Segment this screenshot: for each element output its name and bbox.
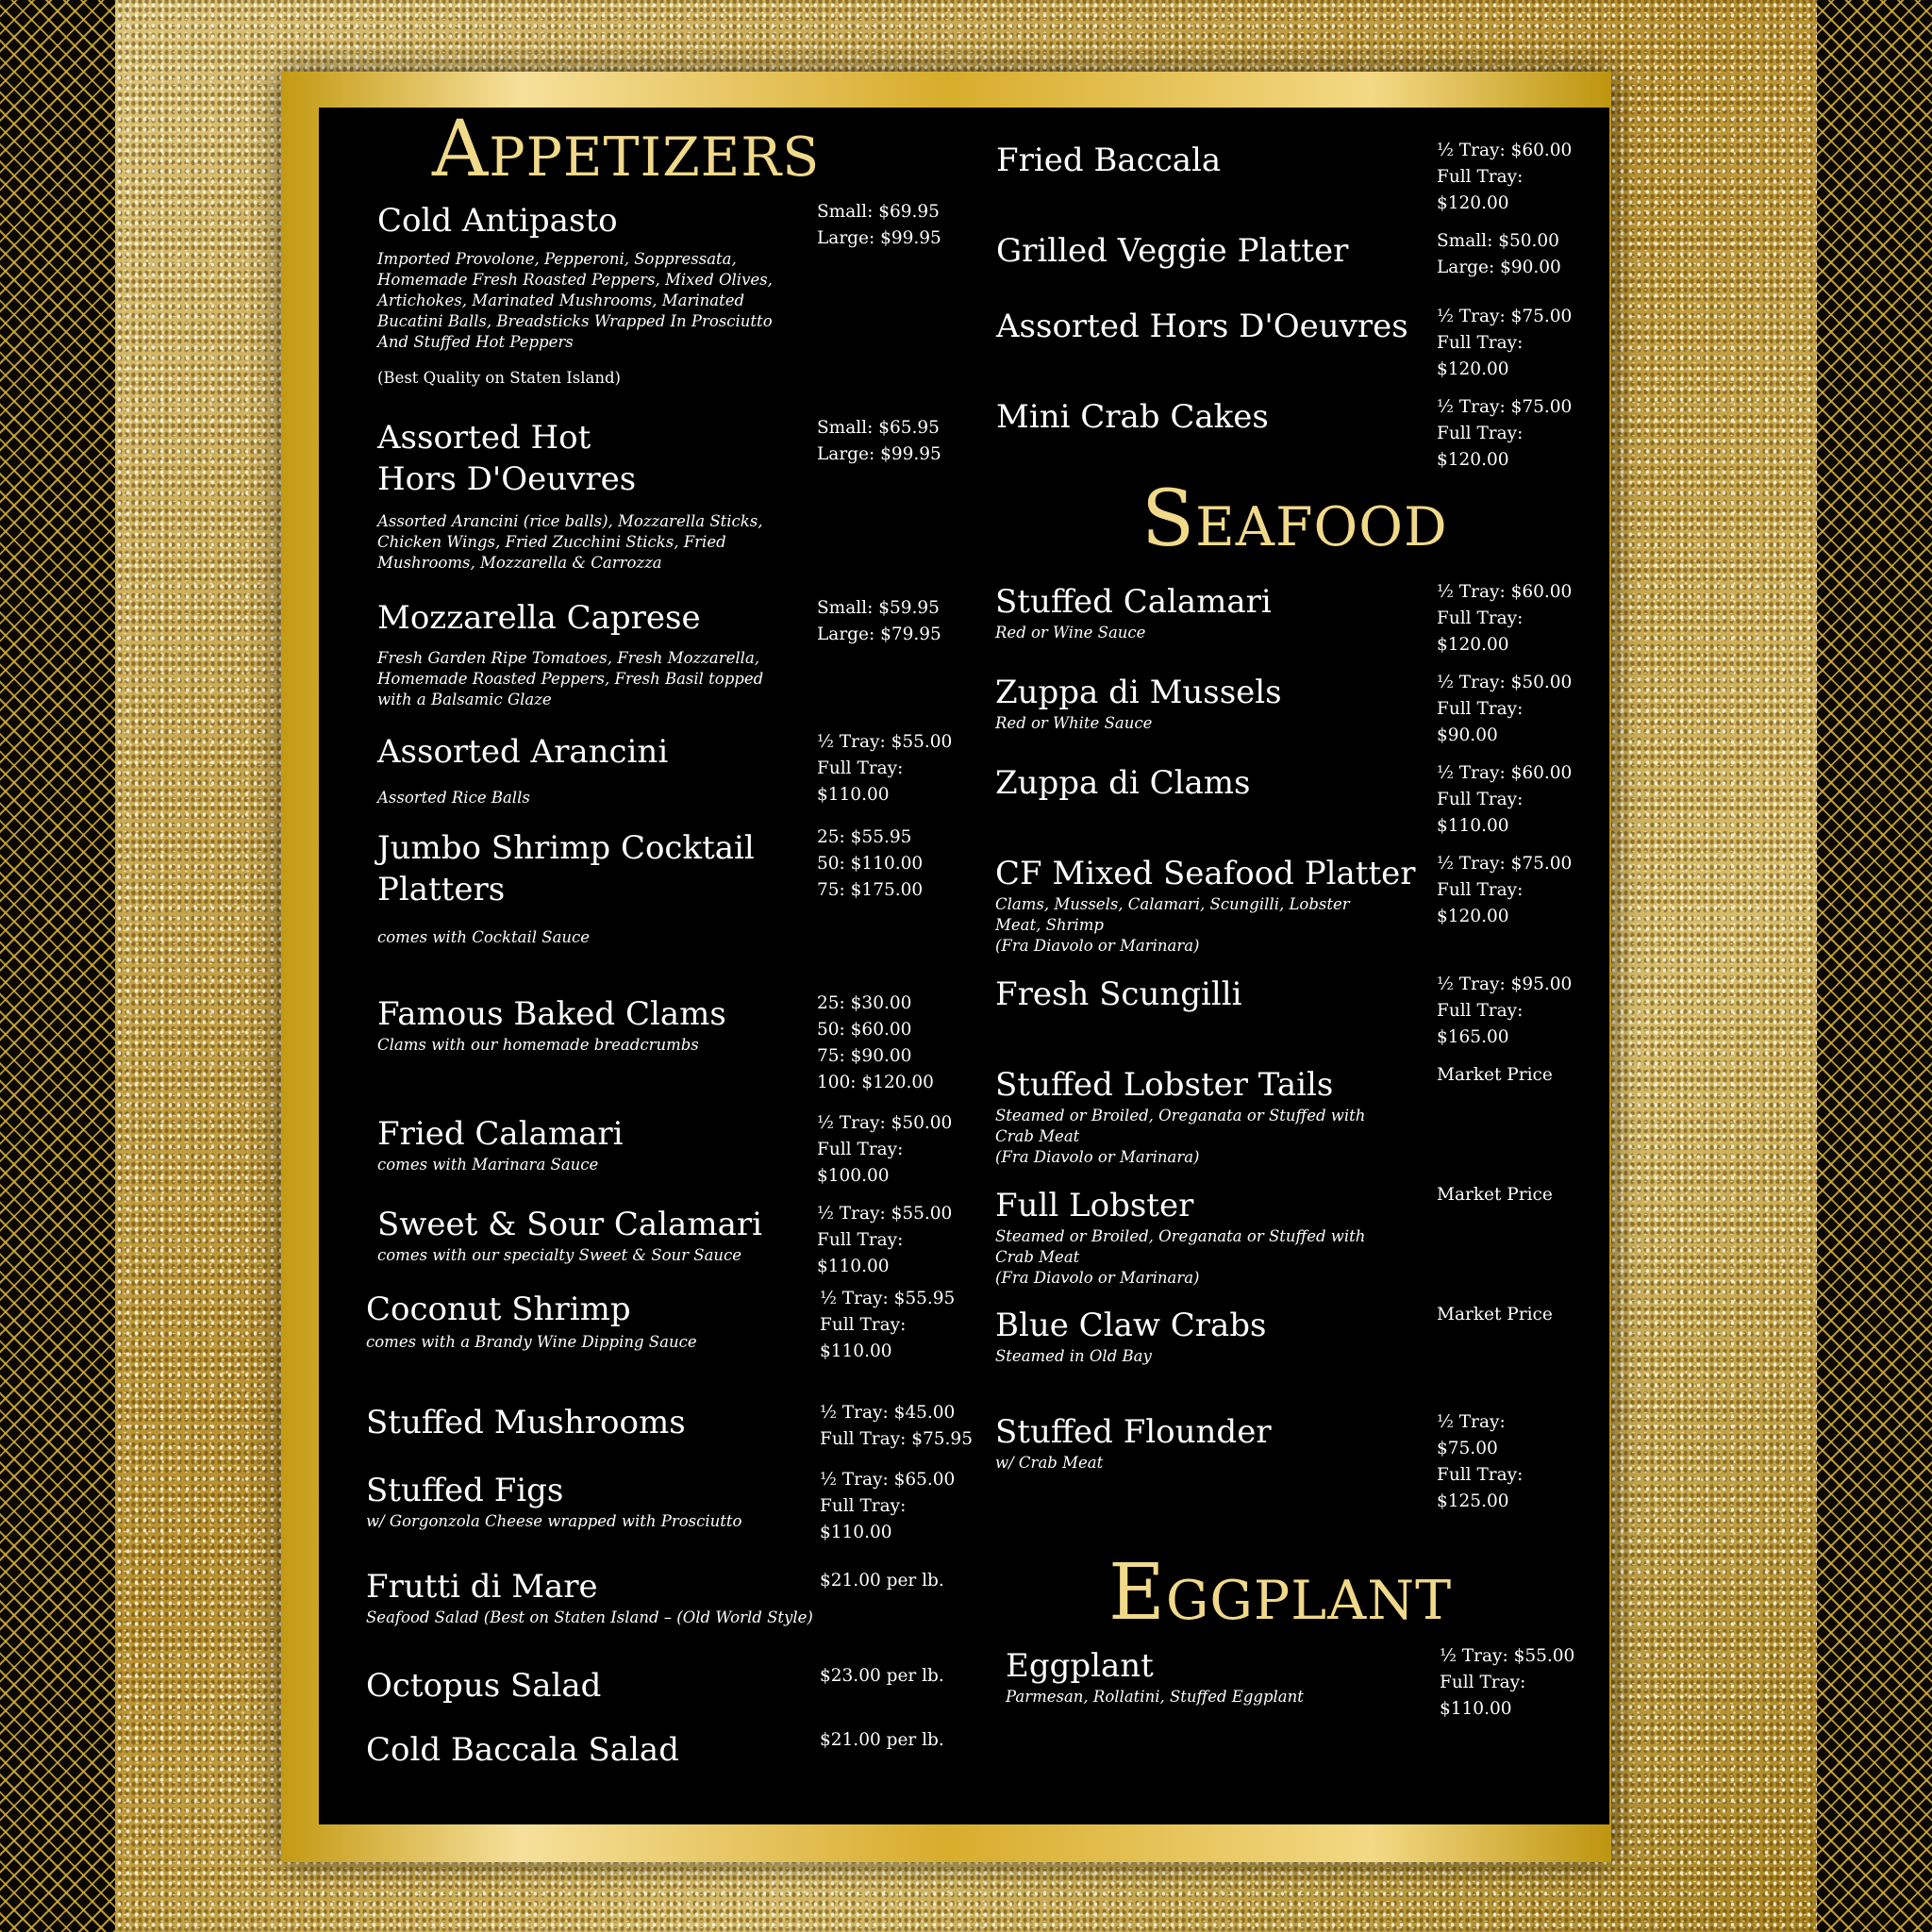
price-line: Large: $99.95 bbox=[817, 228, 941, 248]
price-line: $120.00 bbox=[1437, 635, 1509, 655]
left-pattern-border bbox=[0, 0, 115, 1932]
menu-item-full-lobster bbox=[995, 1185, 1391, 1289]
price-line: ½ Tray: $75.00 bbox=[1437, 854, 1573, 874]
price-line: $120.00 bbox=[1437, 450, 1509, 470]
price-fried-baccala bbox=[1437, 138, 1572, 217]
item-description: Imported Provolone, Pepperoni, Soppressata, Homemade Fresh Roasted Peppers, Mixed Olives, Artichokes, Marinated Mushrooms, Marinated Bucatini Balls, Breadsticks Wrapped In Prosciutto And Stuffed Hot Peppers bbox=[377, 250, 773, 351]
menu-item-stuffed-lobster-tails bbox=[995, 1064, 1391, 1168]
item-description: w/ Gorgonzola Cheese wrapped with Prosciutto bbox=[366, 1512, 742, 1530]
price-line: Market Price bbox=[1437, 1185, 1553, 1205]
price-line: $165.00 bbox=[1437, 1027, 1509, 1047]
item-description: comes with Cocktail Sauce bbox=[377, 928, 591, 946]
price-line: 75: $90.00 bbox=[817, 1046, 912, 1066]
price-cold-antipasto bbox=[817, 199, 941, 252]
menu-item-cold-antipasto bbox=[377, 200, 792, 389]
menu-item-coconut-shrimp bbox=[366, 1289, 791, 1353]
item-name: Stuffed Figs bbox=[366, 1472, 564, 1509]
price-line: Large: $99.95 bbox=[817, 444, 941, 464]
price-line: Full Tray: bbox=[1437, 424, 1524, 443]
price-line: Small: $59.95 bbox=[817, 598, 940, 618]
price-line: Full Tray: bbox=[1437, 699, 1524, 719]
item-note: (Fra Diavolo or Marinara) bbox=[995, 1148, 1200, 1166]
item-name: Frutti di Mare bbox=[366, 1568, 598, 1606]
price-line: Full Tray: bbox=[817, 1140, 904, 1159]
item-name: Famous Baked Clams bbox=[377, 995, 726, 1033]
price-line: Market Price bbox=[1437, 1065, 1553, 1085]
item-name: Mini Crab Cakes bbox=[996, 398, 1269, 436]
item-name: Grilled Veggie Platter bbox=[996, 232, 1349, 270]
right-pattern-border bbox=[1817, 0, 1932, 1932]
price-line: $110.00 bbox=[817, 1257, 890, 1276]
item-description: Clams with our homemade breadcrumbs bbox=[377, 1036, 699, 1054]
item-description: comes with Marinara Sauce bbox=[377, 1156, 599, 1174]
price-line: ½ Tray: $55.00 bbox=[817, 1204, 953, 1224]
menu-item-zuppa-di-clams bbox=[995, 762, 1410, 804]
price-grilled-veggie-platter bbox=[1437, 228, 1561, 281]
menu-item-cf-mixed-seafood-platter bbox=[995, 853, 1416, 957]
item-description: Clams, Mussels, Calamari, Scungilli, Lobster Meat, Shrimp bbox=[995, 895, 1350, 934]
menu-item-grilled-veggie-platter bbox=[996, 230, 1411, 272]
price-line: $90.00 bbox=[1437, 725, 1498, 745]
price-line: Full Tray: bbox=[820, 1315, 907, 1335]
price-line: ½ Tray: $45.00 bbox=[820, 1403, 956, 1423]
item-note: (Fra Diavolo or Marinara) bbox=[995, 937, 1200, 955]
menu-item-stuffed-calamari bbox=[995, 581, 1410, 643]
price-line: ½ Tray: $95.00 bbox=[1437, 974, 1573, 994]
item-name: Assorted Hors D'Oeuvres bbox=[996, 308, 1408, 345]
price-full-lobster bbox=[1437, 1182, 1553, 1208]
price-line: ½ Tray: $65.00 bbox=[820, 1470, 956, 1490]
item-description: Seafood Salad (Best on Staten Island – (Old World Style) bbox=[366, 1608, 813, 1626]
price-stuffed-lobster-tails bbox=[1437, 1062, 1553, 1089]
item-name: Full Lobster bbox=[995, 1187, 1194, 1224]
menu-item-sweet-sour-calamari bbox=[377, 1204, 792, 1266]
price-line: ½ Tray: $75.00 bbox=[1437, 307, 1573, 326]
menu-item-mini-crab-cakes bbox=[996, 396, 1411, 438]
item-name: Assorted Hot Hors D'Oeuvres bbox=[377, 419, 637, 498]
price-line: 100: $120.00 bbox=[817, 1073, 934, 1092]
price-line: Market Price bbox=[1437, 1305, 1553, 1324]
price-cf-mixed-seafood-platter bbox=[1437, 851, 1572, 930]
price-line: Large: $79.95 bbox=[817, 625, 941, 644]
price-line: $21.00 per lb. bbox=[820, 1730, 944, 1750]
item-description: Red or Wine Sauce bbox=[995, 624, 1146, 641]
menu-item-eggplant bbox=[1006, 1645, 1421, 1707]
price-line: 50: $60.00 bbox=[817, 1020, 912, 1040]
price-assorted-hot-hors-doeuvres bbox=[817, 415, 941, 468]
price-line: 75: $175.00 bbox=[817, 880, 924, 900]
item-name: Cold Baccala Salad bbox=[366, 1731, 679, 1769]
price-jumbo-shrimp-cocktail bbox=[817, 824, 923, 904]
item-name: Stuffed Lobster Tails bbox=[995, 1066, 1334, 1104]
price-frutti-di-mare bbox=[820, 1568, 944, 1594]
price-mozzarella-caprese bbox=[817, 595, 941, 648]
price-line: $110.00 bbox=[1437, 816, 1509, 836]
menu-item-assorted-hors-doeuvres bbox=[996, 306, 1411, 347]
price-line: Full Tray: bbox=[1437, 1001, 1524, 1021]
item-name: Fried Baccala bbox=[996, 142, 1222, 179]
price-line: Small: $65.95 bbox=[817, 418, 940, 438]
price-line: 25: $30.00 bbox=[817, 993, 912, 1013]
price-blue-claw-crabs bbox=[1437, 1302, 1553, 1328]
price-line: $75.00 bbox=[1437, 1439, 1498, 1458]
menu-item-assorted-arancini bbox=[377, 731, 792, 808]
price-line: $120.00 bbox=[1437, 907, 1509, 926]
price-stuffed-figs bbox=[820, 1467, 955, 1546]
item-name: Assorted Arancini bbox=[377, 733, 669, 771]
price-line: $125.00 bbox=[1437, 1491, 1509, 1511]
seafood-title: Seafood bbox=[1141, 475, 1448, 564]
price-line: $120.00 bbox=[1437, 359, 1509, 379]
price-line: $120.00 bbox=[1437, 193, 1509, 213]
item-name: Jumbo Shrimp Cocktail Platters bbox=[377, 829, 755, 908]
price-cold-baccala-salad bbox=[820, 1727, 944, 1754]
price-line: Full Tray: bbox=[817, 758, 904, 778]
item-name: Stuffed Calamari bbox=[995, 583, 1272, 621]
menu-item-stuffed-mushrooms bbox=[366, 1402, 791, 1443]
price-line: $110.00 bbox=[817, 785, 890, 805]
item-description: Parmesan, Rollatini, Stuffed Eggplant bbox=[1006, 1688, 1304, 1706]
price-octopus-salad bbox=[820, 1663, 944, 1690]
appetizers-title: Appetizers bbox=[432, 105, 821, 194]
price-line: $23.00 per lb. bbox=[820, 1666, 944, 1686]
price-line: Full Tray: bbox=[817, 1230, 904, 1250]
item-name: CF Mixed Seafood Platter bbox=[995, 855, 1416, 892]
item-name: Stuffed Mushrooms bbox=[366, 1404, 686, 1441]
price-line: Full Tray: bbox=[1437, 333, 1524, 353]
price-line: Full Tray: bbox=[1440, 1673, 1526, 1692]
menu-item-fried-baccala bbox=[996, 140, 1411, 181]
price-stuffed-calamari bbox=[1437, 579, 1572, 658]
price-line: $110.00 bbox=[1440, 1699, 1512, 1719]
item-description: Steamed or Broiled, Oreganata or Stuffed with Crab Meat bbox=[995, 1107, 1366, 1145]
menu-item-mozzarella-caprese bbox=[377, 597, 792, 710]
price-line: $100.00 bbox=[817, 1166, 890, 1186]
price-famous-baked-clams bbox=[817, 991, 934, 1096]
item-description: comes with our specialty Sweet & Sour Sauce bbox=[377, 1246, 742, 1264]
price-line: Full Tray: $75.95 bbox=[820, 1429, 973, 1449]
price-line: 25: $55.95 bbox=[817, 827, 912, 847]
item-name: Blue Claw Crabs bbox=[995, 1307, 1267, 1344]
price-line: ½ Tray: $55.95 bbox=[820, 1289, 956, 1308]
price-line: Large: $90.00 bbox=[1437, 258, 1561, 277]
price-zuppa-di-mussels bbox=[1437, 670, 1572, 749]
price-assorted-arancini bbox=[817, 729, 952, 808]
item-description: Red or White Sauce bbox=[995, 714, 1153, 732]
item-name: Zuppa di Clams bbox=[995, 764, 1251, 802]
menu-item-stuffed-flounder bbox=[995, 1411, 1410, 1474]
menu-item-famous-baked-clams bbox=[377, 993, 792, 1056]
item-description: Steamed in Old Bay bbox=[995, 1347, 1152, 1365]
menu-item-frutti-di-mare bbox=[366, 1566, 813, 1628]
price-line: Full Tray: bbox=[1437, 608, 1524, 628]
menu-item-jumbo-shrimp-cocktail bbox=[377, 827, 792, 948]
price-sweet-sour-calamari bbox=[817, 1201, 952, 1280]
price-assorted-hors-doeuvres bbox=[1437, 304, 1572, 383]
item-name: Mozzarella Caprese bbox=[377, 599, 701, 637]
price-coconut-shrimp bbox=[820, 1286, 955, 1365]
price-line: Full Tray: bbox=[1437, 1465, 1524, 1485]
item-description: Assorted Rice Balls bbox=[377, 789, 530, 807]
price-line: $21.00 per lb. bbox=[820, 1571, 944, 1591]
price-line: 50: $110.00 bbox=[817, 854, 924, 874]
item-name: Fried Calamari bbox=[377, 1115, 624, 1153]
item-description: Steamed or Broiled, Oreganata or Stuffed with Crab Meat bbox=[995, 1227, 1366, 1266]
item-name: Stuffed Flounder bbox=[995, 1413, 1272, 1451]
price-line: ½ Tray: $50.00 bbox=[817, 1113, 953, 1133]
price-line: ½ Tray: $55.00 bbox=[817, 732, 953, 752]
price-stuffed-flounder bbox=[1437, 1409, 1523, 1515]
price-line: Full Tray: bbox=[1437, 167, 1524, 187]
menu-item-fried-calamari bbox=[377, 1113, 792, 1175]
item-description: Fresh Garden Ripe Tomatoes, Fresh Mozzarella, Homemade Roasted Peppers, Fresh Basil topped with a Balsamic Glaze bbox=[377, 649, 764, 708]
item-name: Eggplant bbox=[1006, 1647, 1154, 1685]
price-line: Small: $69.95 bbox=[817, 202, 940, 222]
item-name: Cold Antipasto bbox=[377, 202, 618, 240]
menu-item-assorted-hot-hors-doeuvres bbox=[377, 417, 792, 574]
price-line: $110.00 bbox=[820, 1523, 892, 1542]
price-eggplant bbox=[1440, 1643, 1574, 1723]
price-line: ½ Tray: $55.00 bbox=[1440, 1646, 1575, 1666]
menu-item-octopus-salad bbox=[366, 1665, 791, 1707]
menu-item-zuppa-di-mussels bbox=[995, 672, 1410, 734]
price-line: ½ Tray: $75.00 bbox=[1437, 397, 1573, 417]
price-line: ½ Tray: $60.00 bbox=[1437, 141, 1573, 160]
price-line: ½ Tray: bbox=[1437, 1412, 1506, 1432]
menu-item-cold-baccala-salad bbox=[366, 1729, 791, 1771]
menu-item-blue-claw-crabs bbox=[995, 1305, 1410, 1367]
item-name: Octopus Salad bbox=[366, 1667, 602, 1705]
price-fresh-scungilli bbox=[1437, 972, 1572, 1051]
price-line: Full Tray: bbox=[1437, 790, 1524, 809]
eggplant-title: Eggplant bbox=[1108, 1548, 1453, 1638]
price-line: Full Tray: bbox=[820, 1496, 907, 1516]
item-description: comes with a Brandy Wine Dipping Sauce bbox=[366, 1333, 697, 1351]
menu-item-stuffed-figs bbox=[366, 1470, 791, 1532]
item-description: Assorted Arancini (rice balls), Mozzarella Sticks, Chicken Wings, Fried Zucchini Sticks, Fried Mushrooms, Mozzarella & Carrozza bbox=[377, 512, 763, 572]
price-zuppa-di-clams bbox=[1437, 760, 1572, 840]
item-name: Coconut Shrimp bbox=[366, 1291, 631, 1328]
price-stuffed-mushrooms bbox=[820, 1400, 973, 1453]
item-name: Sweet & Sour Calamari bbox=[377, 1206, 762, 1243]
price-line: $110.00 bbox=[820, 1341, 892, 1361]
item-name: Fresh Scungilli bbox=[995, 975, 1242, 1013]
price-mini-crab-cakes bbox=[1437, 394, 1572, 474]
price-line: ½ Tray: $60.00 bbox=[1437, 582, 1573, 602]
item-description: w/ Crab Meat bbox=[995, 1454, 1104, 1472]
price-fried-calamari bbox=[817, 1110, 952, 1190]
item-name: Zuppa di Mussels bbox=[995, 674, 1282, 711]
price-line: Full Tray: bbox=[1437, 880, 1524, 900]
item-note: (Best Quality on Staten Island) bbox=[377, 369, 621, 387]
item-note: (Fra Diavolo or Marinara) bbox=[995, 1269, 1200, 1287]
price-line: ½ Tray: $60.00 bbox=[1437, 763, 1573, 783]
menu-item-fresh-scungilli bbox=[995, 974, 1410, 1015]
price-line: ½ Tray: $50.00 bbox=[1437, 673, 1573, 692]
price-line: Small: $50.00 bbox=[1437, 231, 1559, 251]
